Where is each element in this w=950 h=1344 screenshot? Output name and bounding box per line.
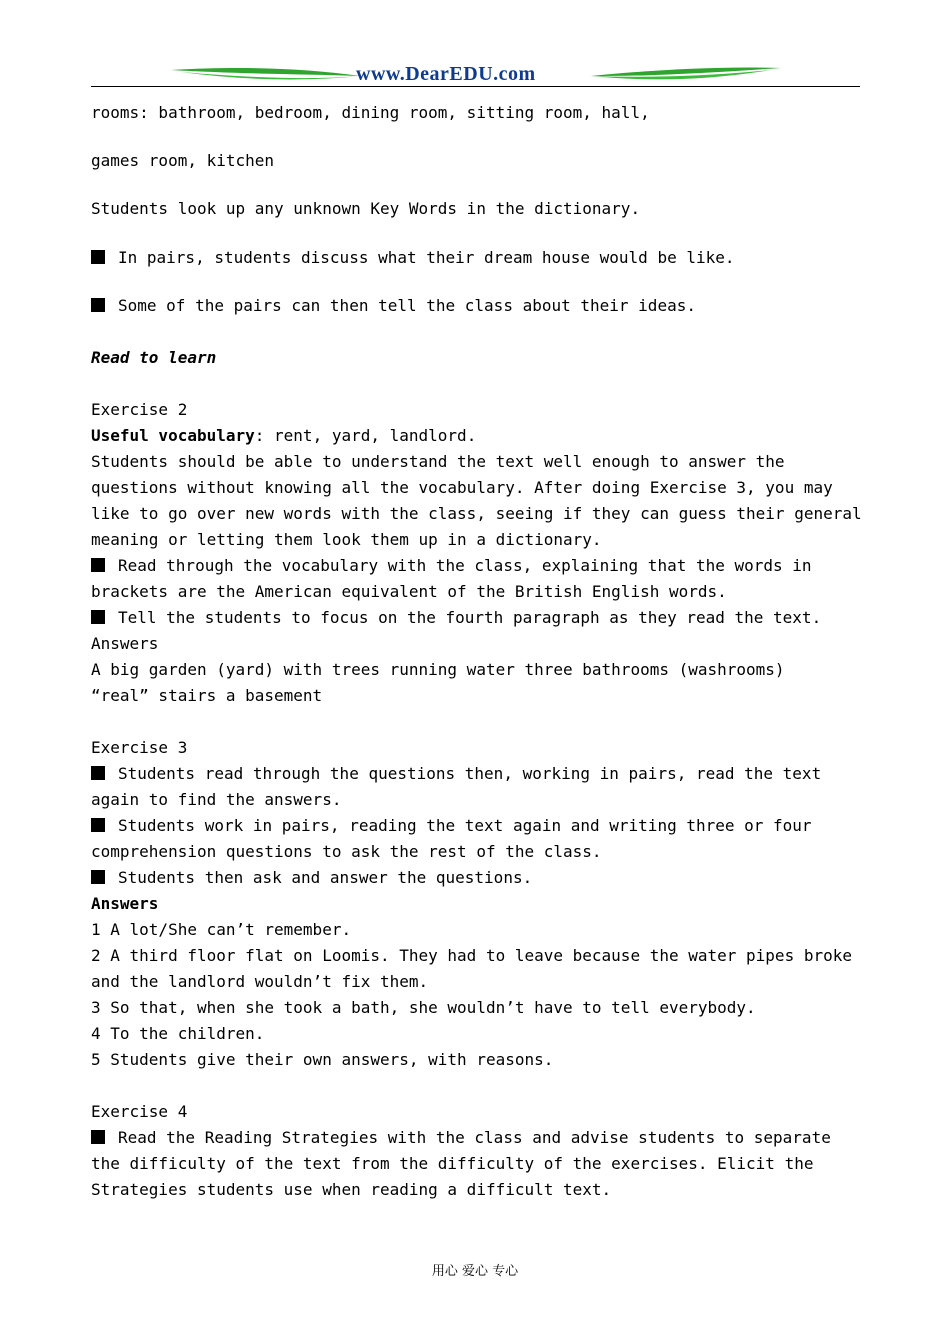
page-footer: 用心 爱心 专心 — [431, 1264, 519, 1279]
ex3-bullet-1-cont: again to find the answers. — [91, 790, 342, 809]
intro-bullet-2: Some of the pairs can then tell the class about their ideas. — [91, 293, 696, 319]
useful-vocabulary-line — [91, 423, 476, 449]
site-logo-text: www.DearEDU.com — [356, 63, 536, 85]
bullet-square-icon — [91, 610, 105, 624]
ex2-answer-line: A big garden (yard) with trees running water three bathrooms (washrooms) — [91, 660, 785, 679]
ex3-answer-line: and the landlord wouldn’t fix them. — [91, 972, 429, 991]
ex2-bullet-1: Read through the vocabulary with the class, explaining that the words in — [91, 553, 812, 579]
ex3-answer-line: 1 A lot/She can’t remember. — [91, 920, 352, 939]
bullet-square-icon — [91, 558, 105, 572]
ex3-answer-line: 2 A third floor flat on Loomis. They had to leave because the water pipes broke — [91, 946, 852, 965]
vocab-label: Useful vocabulary — [91, 426, 255, 445]
ex2-answer-line: “real” stairs a basement — [91, 686, 323, 705]
exercise-2-title: Exercise 2 — [91, 400, 188, 419]
header-banner — [91, 60, 860, 90]
ex3-answers-label: Answers — [91, 894, 159, 913]
header-rule — [91, 86, 860, 87]
ex2-para-line: Students should be able to understand the text well enough to answer the — [91, 452, 785, 471]
lookup-line: Students look up any unknown Key Words in the dictionary. — [91, 199, 641, 218]
ex2-para-line: meaning or letting them look them up in a dictionary. — [91, 530, 602, 549]
ex3-bullet-2-cont: comprehension questions to ask the rest of the class. — [91, 842, 602, 861]
vocab-words: : rent, yard, landlord. — [254, 426, 477, 445]
ex3-answer-line: 3 So that, when she took a bath, she wouldn’t have to tell everybody. — [91, 998, 756, 1017]
ex2-answers-label: Answers — [91, 634, 159, 653]
bullet-square-icon — [91, 298, 105, 312]
ex3-bullet-1: Students read through the questions then, working in pairs, read the text — [91, 761, 821, 787]
bullet-square-icon — [91, 818, 105, 832]
ex2-para-line: questions without knowing all the vocabulary. After doing Exercise 3, you may — [91, 478, 833, 497]
ex4-bullet-1: Read the Reading Strategies with the class and advise students to separate — [91, 1125, 831, 1151]
bullet-square-icon — [91, 870, 105, 884]
rooms-line-2: games room, kitchen — [91, 151, 275, 170]
exercise-4-title: Exercise 4 — [91, 1102, 188, 1121]
exercise-3-title: Exercise 3 — [91, 738, 188, 757]
ex2-para-line: like to go over new words with the class, seeing if they can guess their general — [91, 504, 862, 523]
section-heading: Read to learn — [91, 348, 217, 367]
ex4-bullet-1-cont: Strategies students use when reading a difficult text. — [91, 1180, 612, 1199]
bullet-square-icon — [91, 250, 105, 264]
ex3-bullet-3: Students then ask and answer the questions. — [91, 865, 532, 891]
ex3-answer-line: 4 To the children. — [91, 1024, 265, 1043]
intro-bullet-1: In pairs, students discuss what their dream house would be like. — [91, 245, 735, 271]
ex2-bullet-1-cont: brackets are the American equivalent of the British English words. — [91, 582, 727, 601]
rooms-line-1: rooms: bathroom, bedroom, dining room, sitting room, hall, — [91, 103, 650, 122]
bullet-square-icon — [91, 766, 105, 780]
ex4-bullet-1-cont: the difficulty of the text from the difficulty of the exercises. Elicit the — [91, 1154, 814, 1173]
bullet-square-icon — [91, 1130, 105, 1144]
ex2-bullet-2: Tell the students to focus on the fourth paragraph as they read the text. — [91, 605, 821, 631]
ex3-answer-line: 5 Students give their own answers, with reasons. — [91, 1050, 554, 1069]
ex3-bullet-2: Students work in pairs, reading the text again and writing three or four — [91, 813, 812, 839]
